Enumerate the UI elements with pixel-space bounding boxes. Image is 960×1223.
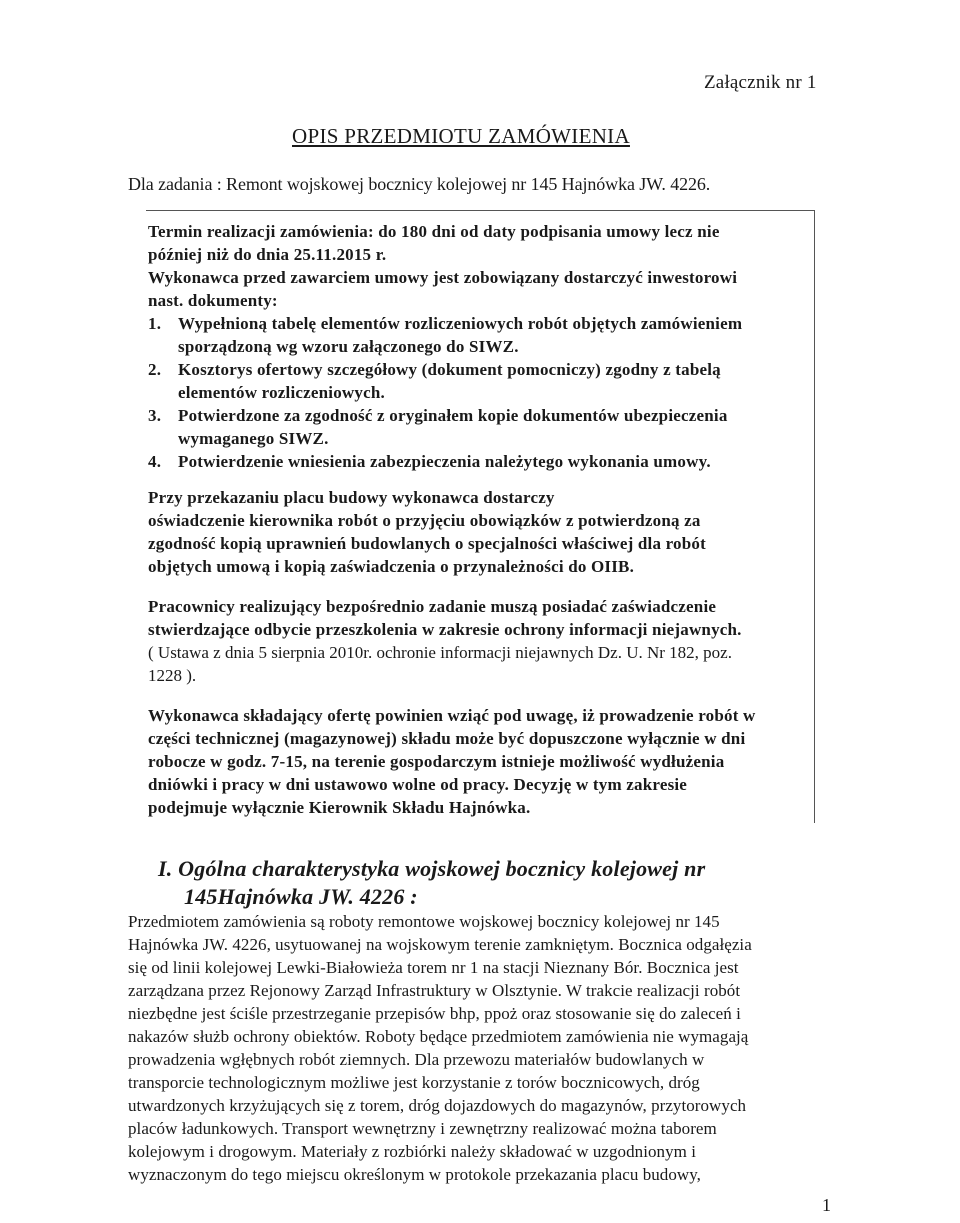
document-item-1: [148, 314, 742, 334]
hours-line: Wykonawca składający ofertę powinien wziąć pod uwagę, iż prowadzenie robót w: [148, 706, 756, 725]
body-line: Hajnówka JW. 4226, usytuowanej na wojskowym terenie zamkniętym. Bocznica odgałęzia: [128, 935, 752, 954]
handover-line: objętych umową i kopią zaświadczenia o przynależności do OIIB.: [148, 557, 635, 576]
document-item-4: [148, 452, 711, 472]
body-line: utwardzonych krzyżujących się z torem, dróg dojazdowych do magazynów, przytorowych: [128, 1096, 747, 1115]
intro-line: Termin realizacji zamówienia: do 180 dni od daty podpisania umowy lecz nie: [148, 222, 720, 241]
body-line: placów ładunkowych. Transport wewnętrzny i zewnętrzny realizować można taborem: [128, 1119, 717, 1138]
document-item-3-cont: wymaganego SIWZ.: [178, 429, 329, 448]
body-line: prowadzenia wgłębnych robót ziemnych. Dla przewozu materiałów budowlanych w: [128, 1050, 705, 1069]
law-reference-line: 1228 ).: [148, 666, 197, 685]
handover-line: zgodność kopią uprawnień budowlanych o specjalności właściwej dla robót: [148, 534, 706, 553]
item-number: 4.: [148, 452, 162, 471]
body-line: kolejowym i drogowym. Materiały z rozbiórki należy składować w uzgodnionym i: [128, 1142, 696, 1161]
body-line: nakazów służb ochrony obiektów. Roboty będące przedmiotem zamówienia nie wymagają: [128, 1027, 749, 1046]
body-line: się od linii kolejowej Lewki-Białowieża torem nr 1 na stacji Nieznany Bór. Bocznica jest: [128, 958, 739, 977]
body-line: zarządzana przez Rejonowy Zarząd Infrastruktury w Olsztynie. W trakcie realizacji robót: [128, 981, 741, 1000]
intro-line: nast. dokumenty:: [148, 291, 278, 310]
law-reference-line: ( Ustawa z dnia 5 sierpnia 2010r. ochronie informacji niejawnych Dz. U. Nr 182, poz.: [148, 643, 732, 662]
staff-line: Pracownicy realizujący bezpośrednio zadanie muszą posiadać zaświadczenie: [148, 597, 717, 616]
hours-line: części technicznej (magazynowej) składu może być dopuszczone wyłącznie w dni: [148, 729, 746, 748]
body-line: Przedmiotem zamówienia są roboty remontowe wojskowej bocznicy kolejowej nr 145: [128, 912, 720, 931]
body-line: niezbędne jest ściśle przestrzeganie przepisów bhp, ppoż oraz stosowanie się do zaleceń i: [128, 1004, 741, 1023]
intro-line: później niż do dnia 25.11.2015 r.: [148, 245, 387, 264]
item-text: Potwierdzone za zgodność z oryginałem kopie dokumentów ubezpieczenia: [178, 406, 728, 425]
page-number: 1: [822, 1195, 831, 1215]
section-heading: [158, 855, 705, 911]
hours-line: podejmuje wyłącznie Kierownik Składu Hajnówka.: [148, 798, 531, 817]
document-item-1-cont: sporządzoną wg wzoru załączonego do SIWZ.: [178, 337, 519, 356]
staff-line: stwierdzające odbycie przeszkolenia w zakresie ochrony informacji niejawnych.: [148, 620, 742, 639]
document-item-2: [148, 360, 721, 380]
intro-line: Wykonawca przed zawarciem umowy jest zobowiązany dostarczyć inwestorowi: [148, 268, 738, 287]
handover-line: oświadczenie kierownika robót o przyjęciu obowiązków z potwierdzoną za: [148, 511, 701, 530]
document-title: OPIS PRZEDMIOTU ZAMÓWIENIA: [292, 124, 630, 148]
item-number: 3.: [148, 406, 162, 425]
hours-line: robocze w godz. 7-15, na terenie gospodarczym istnieje możliwość wydłużenia: [148, 752, 725, 771]
body-line: wyznaczonym do tego miejscu określonym w protokole przekazania placu budowy,: [128, 1165, 701, 1184]
section-heading-line: I. Ogólna charakterystyka wojskowej bocznicy kolejowej nr: [158, 856, 706, 881]
document-item-2-cont: elementów rozliczeniowych.: [178, 383, 385, 402]
document-item-3: [148, 406, 728, 426]
body-line: transporcie technologicznym możliwe jest korzystanie z torów bocznicowych, dróg: [128, 1073, 700, 1092]
attachment-label: Załącznik nr 1: [704, 72, 817, 93]
item-number: 1.: [148, 314, 162, 333]
handover-line: Przy przekazaniu placu budowy wykonawca dostarczy: [148, 488, 555, 507]
item-text: Potwierdzenie wniesienia zabezpieczenia należytego wykonania umowy.: [178, 452, 711, 471]
section-heading-line: 145Hajnówka JW. 4226 :: [184, 884, 418, 909]
item-number: 2.: [148, 360, 162, 379]
task-description: Dla zadania : Remont wojskowej bocznicy kolejowej nr 145 Hajnówka JW. 4226.: [128, 174, 711, 194]
item-text: Wypełnioną tabelę elementów rozliczeniowych robót objętych zamówieniem: [178, 314, 743, 333]
hours-line: dniówki i pracy w dni ustawowo wolne od pracy. Decyzję w tym zakresie: [148, 775, 688, 794]
item-text: Kosztorys ofertowy szczegółowy (dokument pomocniczy) zgodny z tabelą: [178, 360, 721, 379]
